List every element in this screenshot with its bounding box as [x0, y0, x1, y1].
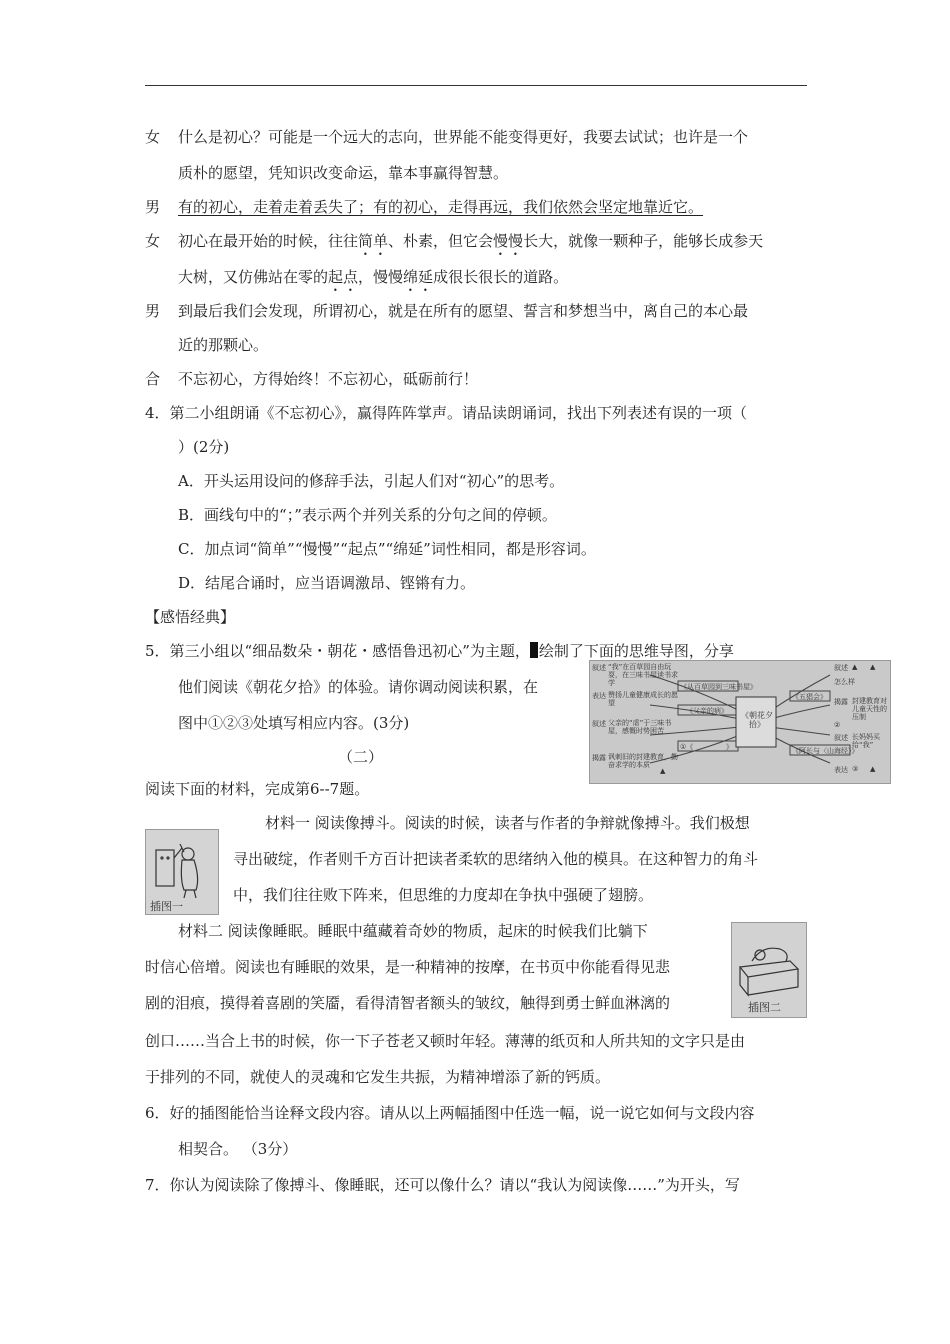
header-rule — [145, 85, 807, 86]
q4-option-b: B．画线句中的“；”表示两个并列关系的分句之间的停顿。 — [178, 506, 557, 524]
node-tag: 叙述 — [834, 664, 848, 672]
q4-option-d: D．结尾合诵时，应当语调激昂、铿锵有力。 — [178, 574, 476, 592]
q6-stem: 6．好的插图能恰当诠释文段内容。请从以上两幅插图中任选一幅，说一说它如何与文段内容 — [145, 1104, 755, 1122]
node-title: 《父亲的病》 — [686, 707, 728, 715]
q5-stem: 5．第三小组以“细品数朵・朝花・感悟鲁迅初心”为主题， 绘制了下面的思维导图，分享 — [145, 642, 734, 660]
node-tag: 叙述 — [592, 720, 606, 728]
illustration-caption: 插图一 — [150, 900, 183, 913]
node-title: 《从百草园到三味书屋》 — [680, 683, 757, 691]
node-tag: 揭露 — [592, 754, 606, 762]
q4-option-c: C．加点词“简单”“慢慢”“起点”“绵延”词性相同，都是形容词。 — [178, 540, 596, 558]
dotted-word: 慢慢 — [493, 232, 524, 250]
dialogue-line: 到最后我们会发现，所谓初心，就是在所有的愿望、誓言和梦想当中，离自己的本心最 — [178, 302, 749, 320]
speaker-label: 男 — [145, 198, 161, 216]
material-two-line: 时信心倍增。阅读也有睡眠的效果，是一种精神的按摩，在书页中你能看得见悲 — [145, 958, 671, 976]
q5-stem-cont: 他们阅读《朝花夕拾》的体验。请你调动阅读积累，在 — [178, 678, 539, 696]
node-title: 《阿长与〈山海经〉》 — [792, 747, 859, 755]
triangle-mark: ▲ — [870, 765, 876, 773]
q6-stem-cont: 相契合。 （3分） — [178, 1140, 298, 1158]
q4-option-a: A．开头运用设问的修辞手法，引起人们对“初心”的思考。 — [178, 472, 565, 490]
dialogue-line: 质朴的愿望，凭知识改变命运，靠本事赢得智慧。 — [178, 164, 509, 182]
node-text: ▲ — [852, 663, 858, 671]
dotted-word: 绵延 — [403, 268, 434, 286]
scan-mark — [530, 642, 538, 658]
node-tag: 揭露 — [834, 698, 848, 706]
illustration-two — [731, 922, 807, 1018]
mind-map-center: 《朝花夕拾》 — [741, 711, 773, 729]
blank-1-close: 》 — [726, 743, 733, 751]
node-text: “我”在百草园自由玩耍，在三味书屋读书求学 — [608, 663, 678, 687]
triangle-mark: ▲ — [660, 767, 666, 775]
material-one-line: 中，我们往往败下阵来，但思维的力度却在争执中强硬了翅膀。 — [233, 886, 654, 904]
dialogue-line: 近的那颗心。 — [178, 336, 269, 354]
node-title: 《五猖会》 — [792, 693, 827, 701]
mind-map-image — [589, 660, 891, 784]
speaker-label: 合 — [145, 370, 161, 388]
triangle-mark: ▲ — [870, 663, 876, 671]
node-tag: 表达 — [834, 766, 848, 774]
part-heading: （二） — [338, 748, 384, 766]
node-text: 怎么样 — [834, 678, 855, 686]
dotted-word: 简单 — [358, 232, 389, 250]
q4-stem-cont: ）(2分) — [178, 438, 230, 456]
illustration-one — [145, 829, 219, 915]
node-text: 封建教育对儿童天性的压制 — [852, 697, 887, 721]
dialogue-line: 不忘初心，方得始终！不忘初心，砥砺前行！ — [178, 370, 479, 388]
speaker-label: 女 — [145, 128, 161, 146]
dialogue-line: 初心在最开始的时候，往往简单、朴素，但它会慢慢长大，就像一颗种子，能够长成参天 — [178, 232, 764, 250]
blank-3: ③ — [852, 765, 859, 773]
illustration-caption: 插图二 — [748, 1001, 781, 1014]
material-one-line: 材料一 阅读像搏斗。阅读的时候，读者与作者的争辩就像搏斗。我们极想 — [265, 814, 750, 832]
node-tag: 叙述 — [834, 734, 848, 742]
speaker-label: 女 — [145, 232, 161, 250]
node-tag: 表达 — [592, 692, 606, 700]
node-text: 赞扬儿童健康成长的愿望 — [608, 691, 678, 707]
material-two-line: 材料二 阅读像睡眠。睡眠中蕴藏着奇妙的物质，起床的时候我们比躺下 — [178, 922, 648, 940]
underlined-line: 有的初心，走着走着丢失了；有的初心，走得再远，我们依然会坚定地靠近它。 — [178, 198, 704, 216]
material-one-line: 寻出破绽，作者则千方百计把读者柔软的思绪纳入他的模具。在这种智力的角斗 — [233, 850, 759, 868]
q7-stem: 7．你认为阅读除了像搏斗、像睡眠，还可以像什么？请以“我认为阅读像……”为开头，写 — [145, 1176, 740, 1194]
node-tag: 叙述 — [592, 664, 606, 672]
material-two-line: 于排列的不同，就使人的灵魂和它发生共振，为精神增添了新的钙质。 — [145, 1068, 611, 1086]
material-two-line: 剧的泪痕，摸得着喜剧的笑靥，看得清智者额头的皱纹，触得到勇士鲜血淋漓的 — [145, 994, 671, 1012]
blank-1-open: ①《 — [680, 743, 694, 751]
node-text: 父亲的“虐”于三味书屋，感慨时势困苦 — [608, 719, 672, 735]
node-text: 讽刺旧的封建教育，勤奋求学的本质 — [608, 753, 678, 769]
dotted-word: 起点 — [328, 268, 359, 286]
reading-instruction: 阅读下面的材料，完成第6--7题。 — [145, 780, 370, 798]
dialogue-line: 大树，又仿佛站在零的起点，慢慢绵延成很长很长的道路。 — [178, 268, 569, 286]
material-two-line: 创口……当合上书的时候，你一下子苍老又顿时年轻。薄薄的纸页和人所共知的文字只是由 — [145, 1032, 746, 1050]
speaker-label: 男 — [145, 302, 161, 320]
node-text: 长妈妈买给“我” — [852, 733, 880, 749]
dialogue-line: 什么是初心？可能是一个远大的志向，世界能不能变得更好，我要去试试；也许是一个 — [178, 128, 749, 146]
q5-stem-cont: 图中①②③处填写相应内容。(3分) — [178, 714, 410, 732]
q4-stem: 4．第二小组朗诵《不忘初心》，赢得阵阵掌声。请品读朗诵词，找出下列表述有误的一项（ — [145, 404, 748, 422]
section-title: 【感悟经典】 — [145, 608, 236, 626]
blank-2: ② — [834, 721, 841, 729]
